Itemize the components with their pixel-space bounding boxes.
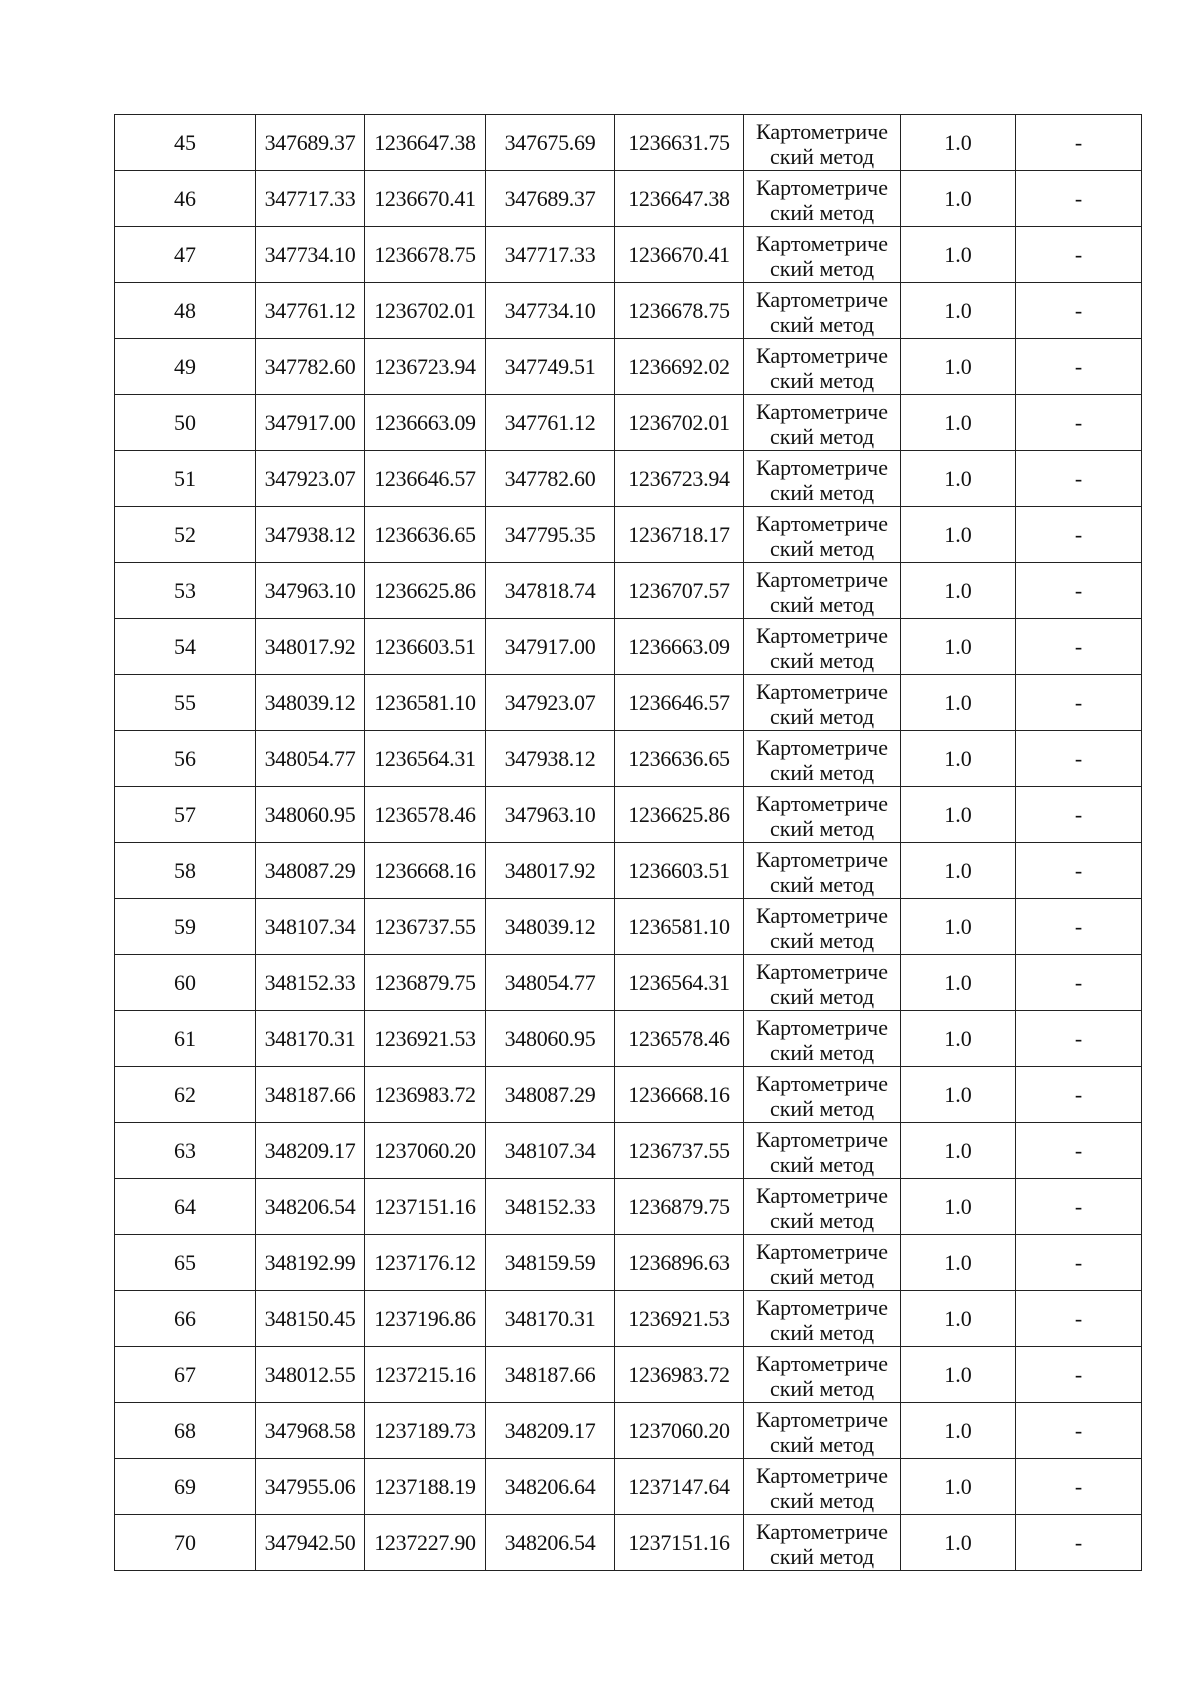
coordinates-table	[114, 114, 1142, 1571]
prev-y-coordinate-cell: 1236581.10	[615, 899, 744, 955]
y-coordinate-cell: 1236723.94	[365, 339, 486, 395]
method-text-line: ский метод	[769, 647, 875, 673]
method-cell	[744, 1291, 901, 1347]
point-number-cell: 56	[115, 731, 256, 787]
table-row	[115, 1235, 1142, 1291]
y-coordinate-cell: 1236670.41	[365, 171, 486, 227]
prev-y-coordinate-cell: 1236983.72	[615, 1347, 744, 1403]
point-number-cell: 63	[115, 1123, 256, 1179]
method-cell	[744, 1235, 901, 1291]
x-coordinate-cell: 348087.29	[256, 843, 365, 899]
method-text-line: ский метод	[769, 423, 875, 449]
method-cell	[744, 563, 901, 619]
point-number-cell: 61	[115, 1011, 256, 1067]
prev-x-coordinate-cell: 347963.10	[486, 787, 615, 843]
prev-x-coordinate-cell: 348206.54	[486, 1515, 615, 1571]
point-number-cell: 57	[115, 787, 256, 843]
method-cell	[744, 1067, 901, 1123]
y-coordinate-cell: 1237151.16	[365, 1179, 486, 1235]
prev-y-coordinate-cell: 1236896.63	[615, 1235, 744, 1291]
x-coordinate-cell: 347968.58	[256, 1403, 365, 1459]
note-cell: -	[1016, 843, 1142, 899]
prev-x-coordinate-cell: 347689.37	[486, 171, 615, 227]
point-number-cell: 65	[115, 1235, 256, 1291]
prev-y-coordinate-cell: 1236723.94	[615, 451, 744, 507]
method-text-line: ский метод	[769, 1431, 875, 1457]
accuracy-cell: 1.0	[901, 563, 1016, 619]
method-text-line: ский метод	[769, 1151, 875, 1177]
table-row	[115, 1515, 1142, 1571]
y-coordinate-cell: 1237176.12	[365, 1235, 486, 1291]
table-row	[115, 899, 1142, 955]
method-cell	[744, 339, 901, 395]
method-text-line: ский метод	[769, 591, 875, 617]
accuracy-cell: 1.0	[901, 1459, 1016, 1515]
x-coordinate-cell: 347734.10	[256, 227, 365, 283]
method-text-line: ский метод	[769, 311, 875, 337]
table-row	[115, 787, 1142, 843]
prev-x-coordinate-cell: 347675.69	[486, 115, 615, 171]
y-coordinate-cell: 1236678.75	[365, 227, 486, 283]
method-text-line: ский метод	[769, 927, 875, 953]
prev-y-coordinate-cell: 1236625.86	[615, 787, 744, 843]
accuracy-cell: 1.0	[901, 1179, 1016, 1235]
method-text-line: Картометриче	[756, 1462, 888, 1488]
method-cell	[744, 115, 901, 171]
note-cell: -	[1016, 1515, 1142, 1571]
table-body	[115, 115, 1142, 1571]
method-text-line: Картометриче	[756, 734, 888, 760]
point-number-cell: 62	[115, 1067, 256, 1123]
x-coordinate-cell: 347942.50	[256, 1515, 365, 1571]
table-row	[115, 283, 1142, 339]
prev-y-coordinate-cell: 1236737.55	[615, 1123, 744, 1179]
y-coordinate-cell: 1236578.46	[365, 787, 486, 843]
point-number-cell: 55	[115, 675, 256, 731]
x-coordinate-cell: 348017.92	[256, 619, 365, 675]
prev-y-coordinate-cell: 1236707.57	[615, 563, 744, 619]
method-text-line: Картометриче	[756, 846, 888, 872]
x-coordinate-cell: 348150.45	[256, 1291, 365, 1347]
accuracy-cell: 1.0	[901, 283, 1016, 339]
note-cell: -	[1016, 955, 1142, 1011]
accuracy-cell: 1.0	[901, 451, 1016, 507]
x-coordinate-cell: 348170.31	[256, 1011, 365, 1067]
method-text-line: Картометриче	[756, 398, 888, 424]
method-cell	[744, 955, 901, 1011]
method-text-line: Картометриче	[756, 454, 888, 480]
x-coordinate-cell: 347963.10	[256, 563, 365, 619]
method-cell	[744, 675, 901, 731]
method-text-line: ский метод	[769, 1039, 875, 1065]
table-row	[115, 451, 1142, 507]
y-coordinate-cell: 1236564.31	[365, 731, 486, 787]
x-coordinate-cell: 347938.12	[256, 507, 365, 563]
prev-y-coordinate-cell: 1236670.41	[615, 227, 744, 283]
method-cell	[744, 1123, 901, 1179]
method-text-line: Картометриче	[756, 1350, 888, 1376]
y-coordinate-cell: 1236737.55	[365, 899, 486, 955]
prev-y-coordinate-cell: 1236921.53	[615, 1291, 744, 1347]
method-cell	[744, 899, 901, 955]
y-coordinate-cell: 1236983.72	[365, 1067, 486, 1123]
note-cell: -	[1016, 1291, 1142, 1347]
table-row	[115, 1291, 1142, 1347]
x-coordinate-cell: 348187.66	[256, 1067, 365, 1123]
prev-x-coordinate-cell: 348054.77	[486, 955, 615, 1011]
point-number-cell: 70	[115, 1515, 256, 1571]
note-cell: -	[1016, 675, 1142, 731]
y-coordinate-cell: 1237196.86	[365, 1291, 486, 1347]
table-row	[115, 675, 1142, 731]
method-text-line: Картометриче	[756, 1238, 888, 1264]
method-text-line: Картометриче	[756, 790, 888, 816]
method-text-line: Картометриче	[756, 1014, 888, 1040]
method-text-line: ский метод	[769, 1543, 875, 1569]
prev-y-coordinate-cell: 1236646.57	[615, 675, 744, 731]
note-cell: -	[1016, 1347, 1142, 1403]
point-number-cell: 48	[115, 283, 256, 339]
accuracy-cell: 1.0	[901, 1067, 1016, 1123]
method-cell	[744, 1347, 901, 1403]
note-cell: -	[1016, 1179, 1142, 1235]
prev-x-coordinate-cell: 348060.95	[486, 1011, 615, 1067]
note-cell: -	[1016, 339, 1142, 395]
table-row	[115, 1011, 1142, 1067]
prev-x-coordinate-cell: 348107.34	[486, 1123, 615, 1179]
point-number-cell: 58	[115, 843, 256, 899]
y-coordinate-cell: 1236646.57	[365, 451, 486, 507]
point-number-cell: 69	[115, 1459, 256, 1515]
prev-y-coordinate-cell: 1236631.75	[615, 115, 744, 171]
note-cell: -	[1016, 171, 1142, 227]
y-coordinate-cell: 1236702.01	[365, 283, 486, 339]
method-text-line: ский метод	[769, 255, 875, 281]
table-row	[115, 227, 1142, 283]
table-row	[115, 171, 1142, 227]
prev-x-coordinate-cell: 347795.35	[486, 507, 615, 563]
prev-y-coordinate-cell: 1236636.65	[615, 731, 744, 787]
note-cell: -	[1016, 451, 1142, 507]
x-coordinate-cell: 347689.37	[256, 115, 365, 171]
method-cell	[744, 507, 901, 563]
y-coordinate-cell: 1236647.38	[365, 115, 486, 171]
note-cell: -	[1016, 787, 1142, 843]
note-cell: -	[1016, 731, 1142, 787]
x-coordinate-cell: 348209.17	[256, 1123, 365, 1179]
method-text-line: ский метод	[769, 367, 875, 393]
method-cell	[744, 395, 901, 451]
note-cell: -	[1016, 395, 1142, 451]
x-coordinate-cell: 348039.12	[256, 675, 365, 731]
accuracy-cell: 1.0	[901, 619, 1016, 675]
prev-x-coordinate-cell: 348017.92	[486, 843, 615, 899]
method-cell	[744, 787, 901, 843]
point-number-cell: 66	[115, 1291, 256, 1347]
accuracy-cell: 1.0	[901, 1123, 1016, 1179]
x-coordinate-cell: 347717.33	[256, 171, 365, 227]
prev-y-coordinate-cell: 1236668.16	[615, 1067, 744, 1123]
method-text-line: ский метод	[769, 1207, 875, 1233]
prev-x-coordinate-cell: 347923.07	[486, 675, 615, 731]
note-cell: -	[1016, 1459, 1142, 1515]
prev-y-coordinate-cell: 1236692.02	[615, 339, 744, 395]
method-text-line: Картометриче	[756, 1518, 888, 1544]
prev-y-coordinate-cell: 1236603.51	[615, 843, 744, 899]
x-coordinate-cell: 347917.00	[256, 395, 365, 451]
y-coordinate-cell: 1236879.75	[365, 955, 486, 1011]
method-text-line: ский метод	[769, 1487, 875, 1513]
accuracy-cell: 1.0	[901, 507, 1016, 563]
point-number-cell: 67	[115, 1347, 256, 1403]
x-coordinate-cell: 347923.07	[256, 451, 365, 507]
y-coordinate-cell: 1236625.86	[365, 563, 486, 619]
prev-x-coordinate-cell: 347734.10	[486, 283, 615, 339]
table-row	[115, 395, 1142, 451]
table-row	[115, 1403, 1142, 1459]
accuracy-cell: 1.0	[901, 787, 1016, 843]
method-text-line: Картометриче	[756, 174, 888, 200]
table-row	[115, 619, 1142, 675]
note-cell: -	[1016, 899, 1142, 955]
prev-y-coordinate-cell: 1236564.31	[615, 955, 744, 1011]
x-coordinate-cell: 348054.77	[256, 731, 365, 787]
method-text-line: Картометриче	[756, 678, 888, 704]
y-coordinate-cell: 1236663.09	[365, 395, 486, 451]
table-row	[115, 339, 1142, 395]
table-row	[115, 731, 1142, 787]
method-text-line: ский метод	[769, 199, 875, 225]
y-coordinate-cell: 1236668.16	[365, 843, 486, 899]
x-coordinate-cell: 347761.12	[256, 283, 365, 339]
method-text-line: ский метод	[769, 703, 875, 729]
table-row	[115, 1067, 1142, 1123]
point-number-cell: 46	[115, 171, 256, 227]
table-row	[115, 843, 1142, 899]
method-text-line: ский метод	[769, 1095, 875, 1121]
method-text-line: ский метод	[769, 1375, 875, 1401]
y-coordinate-cell: 1237060.20	[365, 1123, 486, 1179]
x-coordinate-cell: 348192.99	[256, 1235, 365, 1291]
point-number-cell: 54	[115, 619, 256, 675]
method-text-line: Картометриче	[756, 118, 888, 144]
point-number-cell: 68	[115, 1403, 256, 1459]
accuracy-cell: 1.0	[901, 1291, 1016, 1347]
accuracy-cell: 1.0	[901, 675, 1016, 731]
prev-y-coordinate-cell: 1236879.75	[615, 1179, 744, 1235]
table-row	[115, 1459, 1142, 1515]
table-row	[115, 1123, 1142, 1179]
prev-y-coordinate-cell: 1236578.46	[615, 1011, 744, 1067]
y-coordinate-cell: 1237188.19	[365, 1459, 486, 1515]
y-coordinate-cell: 1236581.10	[365, 675, 486, 731]
accuracy-cell: 1.0	[901, 899, 1016, 955]
method-text-line: ский метод	[769, 983, 875, 1009]
accuracy-cell: 1.0	[901, 115, 1016, 171]
accuracy-cell: 1.0	[901, 731, 1016, 787]
point-number-cell: 64	[115, 1179, 256, 1235]
method-text-line: Картометриче	[756, 1126, 888, 1152]
prev-y-coordinate-cell: 1236663.09	[615, 619, 744, 675]
method-text-line: Картометриче	[756, 902, 888, 928]
table-row	[115, 955, 1142, 1011]
accuracy-cell: 1.0	[901, 1515, 1016, 1571]
accuracy-cell: 1.0	[901, 171, 1016, 227]
note-cell: -	[1016, 1235, 1142, 1291]
point-number-cell: 59	[115, 899, 256, 955]
y-coordinate-cell: 1236636.65	[365, 507, 486, 563]
accuracy-cell: 1.0	[901, 1011, 1016, 1067]
method-text-line: ский метод	[769, 1319, 875, 1345]
method-text-line: ский метод	[769, 143, 875, 169]
x-coordinate-cell: 347955.06	[256, 1459, 365, 1515]
prev-y-coordinate-cell: 1237147.64	[615, 1459, 744, 1515]
method-cell	[744, 843, 901, 899]
note-cell: -	[1016, 1403, 1142, 1459]
method-cell	[744, 731, 901, 787]
accuracy-cell: 1.0	[901, 227, 1016, 283]
prev-x-coordinate-cell: 348087.29	[486, 1067, 615, 1123]
prev-x-coordinate-cell: 347749.51	[486, 339, 615, 395]
prev-y-coordinate-cell: 1237151.16	[615, 1515, 744, 1571]
method-cell	[744, 1011, 901, 1067]
prev-x-coordinate-cell: 347917.00	[486, 619, 615, 675]
y-coordinate-cell: 1237189.73	[365, 1403, 486, 1459]
note-cell: -	[1016, 115, 1142, 171]
note-cell: -	[1016, 227, 1142, 283]
prev-x-coordinate-cell: 348152.33	[486, 1179, 615, 1235]
method-text-line: Картометриче	[756, 622, 888, 648]
method-text-line: ский метод	[769, 759, 875, 785]
method-cell	[744, 171, 901, 227]
method-cell	[744, 619, 901, 675]
note-cell: -	[1016, 1011, 1142, 1067]
prev-x-coordinate-cell: 348206.64	[486, 1459, 615, 1515]
method-text-line: Картометриче	[756, 510, 888, 536]
method-cell	[744, 1515, 901, 1571]
method-cell	[744, 227, 901, 283]
prev-y-coordinate-cell: 1237060.20	[615, 1403, 744, 1459]
note-cell: -	[1016, 283, 1142, 339]
accuracy-cell: 1.0	[901, 1235, 1016, 1291]
prev-x-coordinate-cell: 348039.12	[486, 899, 615, 955]
accuracy-cell: 1.0	[901, 843, 1016, 899]
prev-y-coordinate-cell: 1236718.17	[615, 507, 744, 563]
y-coordinate-cell: 1236921.53	[365, 1011, 486, 1067]
method-cell	[744, 283, 901, 339]
point-number-cell: 47	[115, 227, 256, 283]
x-coordinate-cell: 348012.55	[256, 1347, 365, 1403]
accuracy-cell: 1.0	[901, 395, 1016, 451]
note-cell: -	[1016, 563, 1142, 619]
method-text-line: Картометриче	[756, 1294, 888, 1320]
method-text-line: Картометриче	[756, 1182, 888, 1208]
method-text-line: Картометриче	[756, 286, 888, 312]
accuracy-cell: 1.0	[901, 1403, 1016, 1459]
x-coordinate-cell: 348107.34	[256, 899, 365, 955]
method-text-line: Картометриче	[756, 566, 888, 592]
x-coordinate-cell: 348152.33	[256, 955, 365, 1011]
point-number-cell: 45	[115, 115, 256, 171]
accuracy-cell: 1.0	[901, 339, 1016, 395]
x-coordinate-cell: 348060.95	[256, 787, 365, 843]
point-number-cell: 49	[115, 339, 256, 395]
method-text-line: Картометриче	[756, 1070, 888, 1096]
table-row	[115, 1347, 1142, 1403]
prev-x-coordinate-cell: 348209.17	[486, 1403, 615, 1459]
x-coordinate-cell: 348206.54	[256, 1179, 365, 1235]
prev-x-coordinate-cell: 348187.66	[486, 1347, 615, 1403]
prev-x-coordinate-cell: 347818.74	[486, 563, 615, 619]
point-number-cell: 50	[115, 395, 256, 451]
point-number-cell: 53	[115, 563, 256, 619]
note-cell: -	[1016, 1067, 1142, 1123]
table-row	[115, 563, 1142, 619]
method-text-line: Картометриче	[756, 230, 888, 256]
prev-x-coordinate-cell: 347938.12	[486, 731, 615, 787]
table-row	[115, 1179, 1142, 1235]
method-text-line: ский метод	[769, 535, 875, 561]
method-text-line: ский метод	[769, 1263, 875, 1289]
y-coordinate-cell: 1237227.90	[365, 1515, 486, 1571]
table-row	[115, 115, 1142, 171]
y-coordinate-cell: 1237215.16	[365, 1347, 486, 1403]
point-number-cell: 52	[115, 507, 256, 563]
method-cell	[744, 1403, 901, 1459]
prev-y-coordinate-cell: 1236678.75	[615, 283, 744, 339]
y-coordinate-cell: 1236603.51	[365, 619, 486, 675]
prev-x-coordinate-cell: 348159.59	[486, 1235, 615, 1291]
prev-x-coordinate-cell: 348170.31	[486, 1291, 615, 1347]
method-text-line: ский метод	[769, 871, 875, 897]
prev-x-coordinate-cell: 347782.60	[486, 451, 615, 507]
method-cell	[744, 1179, 901, 1235]
note-cell: -	[1016, 507, 1142, 563]
method-text-line: Картометриче	[756, 958, 888, 984]
prev-y-coordinate-cell: 1236647.38	[615, 171, 744, 227]
method-cell	[744, 1459, 901, 1515]
prev-y-coordinate-cell: 1236702.01	[615, 395, 744, 451]
method-text-line: ский метод	[769, 815, 875, 841]
x-coordinate-cell: 347782.60	[256, 339, 365, 395]
method-cell	[744, 451, 901, 507]
method-text-line: ский метод	[769, 479, 875, 505]
accuracy-cell: 1.0	[901, 955, 1016, 1011]
table-row	[115, 507, 1142, 563]
point-number-cell: 60	[115, 955, 256, 1011]
method-text-line: Картометриче	[756, 1406, 888, 1432]
accuracy-cell: 1.0	[901, 1347, 1016, 1403]
note-cell: -	[1016, 619, 1142, 675]
note-cell: -	[1016, 1123, 1142, 1179]
method-text-line: Картометриче	[756, 342, 888, 368]
prev-x-coordinate-cell: 347717.33	[486, 227, 615, 283]
point-number-cell: 51	[115, 451, 256, 507]
prev-x-coordinate-cell: 347761.12	[486, 395, 615, 451]
